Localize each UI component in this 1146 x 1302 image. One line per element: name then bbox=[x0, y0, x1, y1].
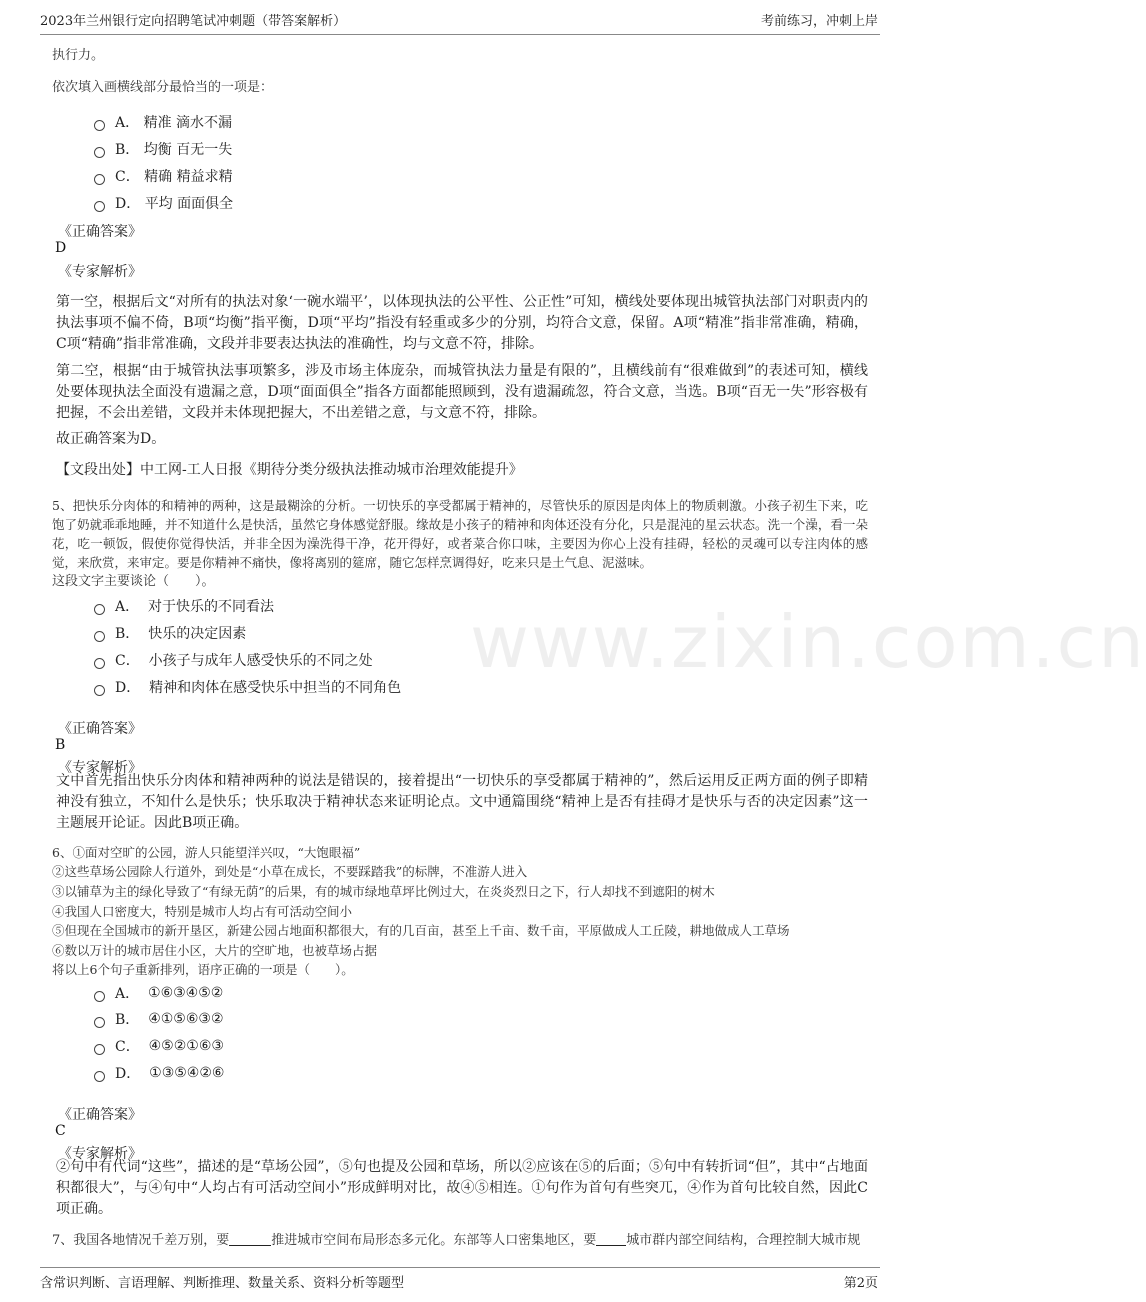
option-text: ④①⑤⑥③② bbox=[148, 1011, 224, 1027]
q6-option-d[interactable]: D． ①③⑤④②⑥ bbox=[94, 1063, 224, 1083]
option-text: 精确 精益求精 bbox=[144, 169, 233, 185]
q4-analysis-conclusion: 故正确答案为D。 bbox=[56, 431, 166, 447]
radio-icon[interactable] bbox=[94, 1071, 105, 1082]
option-text: ①③⑤④②⑥ bbox=[149, 1065, 225, 1081]
option-text: ④⑤②①⑥③ bbox=[148, 1038, 224, 1054]
radio-icon[interactable] bbox=[94, 120, 105, 131]
q6-option-b[interactable]: B． ④①⑤⑥③② bbox=[94, 1009, 224, 1029]
option-text: 小孩子与成年人感受快乐的不同之处 bbox=[148, 653, 373, 669]
header-rule bbox=[40, 34, 880, 35]
q5-answer-label: 《正确答案》 bbox=[58, 721, 142, 737]
option-text: 对于快乐的不同看法 bbox=[148, 599, 275, 615]
q4-option-a[interactable]: A． 精准 滴水不漏 bbox=[94, 112, 232, 132]
q4-option-c[interactable]: C． 精确 精益求精 bbox=[94, 166, 233, 186]
radio-icon[interactable] bbox=[94, 658, 105, 669]
q4-analysis-para-1: 第一空，根据后文“对所有的执法对象‘一碗水端平’，以体现执法的公平性、公正性”可知，横线处要体现出城管执法部门对职责内的执法事项不偏不倚，B项“均衡”指平衡，D项“平均”指没有轻重或多少的分别，均符合文意，保留。A项“精准”指非常准确，精确，C项“精确”指非常准确，文段并非要表达执法的准确性，均与文意不符，排除。 bbox=[56, 294, 868, 352]
q6-answer: C bbox=[55, 1123, 66, 1139]
footer-topics: 含常识判断、言语理解、判断推理、数量关系、资料分析等题型 bbox=[40, 1276, 405, 1291]
q5-analysis: 文中首先指出快乐分肉体和精神两种的说法是错误的，接着提出“一切快乐的享受都属于精神的”，然后运用反正两方面的例子即精神没有独立，不知什么是快乐；快乐取决于精神状态来证明论点。文中通篇围绕“精神上是否有挂碍才是快乐与否的决定因素”这一主题展开论证。因此B项正确。 bbox=[56, 773, 868, 831]
q6-stem-line-4: ④我国人口密度大，特别是城市人均占有可活动空间小 bbox=[52, 904, 353, 919]
radio-icon[interactable] bbox=[94, 174, 105, 185]
q5-option-d[interactable]: D． 精神和肉体在感受快乐中担当的不同角色 bbox=[94, 677, 401, 697]
q6-stem-line-2: ②这些草场公园除人行道外，到处是“小草在成长，不要踩踏我”的标牌，不准游人进入 bbox=[52, 864, 528, 879]
q6-answer-label: 《正确答案》 bbox=[58, 1107, 142, 1123]
q4-answer-label: 《正确答案》 bbox=[58, 224, 142, 240]
radio-icon[interactable] bbox=[94, 991, 105, 1002]
radio-icon[interactable] bbox=[94, 1044, 105, 1055]
q6-analysis-label: 《专家解析》 bbox=[58, 1146, 142, 1162]
q7-stem: 7、我国各地情况千差万别，要 推进城市空间布局形态多元化。东部等人口密集地区，要 城市群内部空间结构，合理控制大城市规 bbox=[52, 1233, 861, 1248]
header-title: 2023年兰州银行定向招聘笔试冲刺题（带答案解析） bbox=[40, 14, 347, 29]
q6-stem-line-1: 6、①面对空旷的公园，游人只能望洋兴叹，“大饱眼福” bbox=[52, 845, 361, 860]
header-motto: 考前练习，冲刺上岸 bbox=[760, 14, 878, 29]
intro-line-2: 依次填入画横线部分最恰当的一项是： bbox=[52, 80, 274, 95]
q6-stem-line-3: ③以铺草为主的绿化导致了“有绿无荫”的后果，有的城市绿地草坪比例过大，在炎炎烈日之下，行人却找不到遮阳的树木 bbox=[52, 884, 715, 899]
q6-analysis: ②句中有代词“这些”，描述的是“草场公园”，⑤句也提及公园和草场，所以②应该在⑤的后面；⑤句中有转折词“但”，其中“占地面积都很大”，与④句中“人均占有可活动空间小”形成鲜明对比，故④⑤相连。①句作为首句有些突兀，④作为首句比较自然，因此C项正确。 bbox=[56, 1159, 868, 1217]
watermark: www.zixin.com.cn bbox=[470, 600, 1146, 684]
radio-icon[interactable] bbox=[94, 1017, 105, 1028]
q4-answer: D bbox=[55, 240, 67, 256]
q5-option-a[interactable]: A． 对于快乐的不同看法 bbox=[94, 596, 274, 616]
q5-prompt: 这段文字主要谈论（ ）。 bbox=[52, 574, 215, 589]
fill-blank-2 bbox=[596, 1233, 626, 1246]
q4-source: 【文段出处】中工网-工人日报《期待分类分级执法推动城市治理效能提升》 bbox=[56, 462, 523, 478]
q4-option-d[interactable]: D． 平均 面面俱全 bbox=[94, 193, 233, 213]
q5-analysis-label: 《专家解析》 bbox=[58, 760, 142, 776]
radio-icon[interactable] bbox=[94, 201, 105, 212]
radio-icon[interactable] bbox=[94, 685, 105, 696]
radio-icon[interactable] bbox=[94, 631, 105, 642]
q6-stem-line-5: ⑤但现在全国城市的新开垦区，新建公园占地面积都很大，有的几百亩，甚至上千亩、数千亩，平原做成人工丘陵，耕地做成人工草场 bbox=[52, 923, 790, 938]
q4-analysis-label: 《专家解析》 bbox=[58, 264, 142, 280]
option-text: ①⑥③④⑤② bbox=[148, 985, 224, 1001]
q6-option-a[interactable]: A． ①⑥③④⑤② bbox=[94, 983, 223, 1003]
footer-page-number: 第2页 bbox=[843, 1276, 878, 1291]
radio-icon[interactable] bbox=[94, 604, 105, 615]
footer-rule bbox=[40, 1267, 880, 1268]
intro-line-1: 执行力。 bbox=[52, 48, 105, 63]
option-text: 平均 面面俱全 bbox=[144, 196, 234, 212]
fill-blank-1 bbox=[229, 1233, 271, 1246]
option-text: 精神和肉体在感受快乐中担当的不同角色 bbox=[149, 680, 402, 696]
q5-answer: B bbox=[55, 737, 66, 753]
q5-option-b[interactable]: B． 快乐的决定因素 bbox=[94, 623, 246, 643]
q6-stem-line-6: ⑥数以万计的城市居住小区，大片的空旷地，也被草场占据 bbox=[52, 943, 378, 958]
q4-option-b[interactable]: B． 均衡 百无一失 bbox=[94, 139, 232, 159]
q5-option-c[interactable]: C． 小孩子与成年人感受快乐的不同之处 bbox=[94, 650, 373, 670]
q6-prompt: 将以上6个句子重新排列，语序正确的一项是（ ）。 bbox=[52, 962, 354, 977]
option-text: 快乐的决定因素 bbox=[148, 626, 247, 642]
q6-option-c[interactable]: C． ④⑤②①⑥③ bbox=[94, 1036, 224, 1056]
radio-icon[interactable] bbox=[94, 147, 105, 158]
q5-stem: 5、把快乐分肉体的和精神的两种，这是最糊涂的分析。一切快乐的享受都属于精神的，尽管快乐的原因是肉体上的物质刺激。小孩子初生下来，吃饱了奶就乖乖地睡，并不知道什么是快活，虽然它身体感觉舒服。缘故是小孩子的精神和肉体还没有分化，只是混沌的星云状态。洗一个澡，看一朵花，吃一顿饭，假使你觉得快活，并非全因为澡洗得干净，花开得好，或者菜合你口味，主要因为你心上没有挂碍，轻松的灵魂可以专注肉体的感觉，来欣赏，来审定。要是你精神不痛快，像将离别的筵席，随它怎样烹调得好，吃来只是土气息、泥滋味。 bbox=[52, 498, 868, 570]
q4-analysis-para-2: 第二空，根据“由于城管执法事项繁多，涉及市场主体庞杂，而城管执法力量是有限的”，且横线前有“很难做到”的表述可知，横线处要体现执法全面没有遗漏之意，D项“面面俱全”指各方面都能照顾到，没有遗漏疏忽，符合文意，当选。B项“百无一失”形容极有把握，不会出差错，文段并未体现把握大，不出差错之意，与文意不符，排除。 bbox=[56, 363, 868, 421]
option-text: 精准 滴水不漏 bbox=[143, 115, 233, 131]
option-text: 均衡 百无一失 bbox=[143, 142, 233, 158]
